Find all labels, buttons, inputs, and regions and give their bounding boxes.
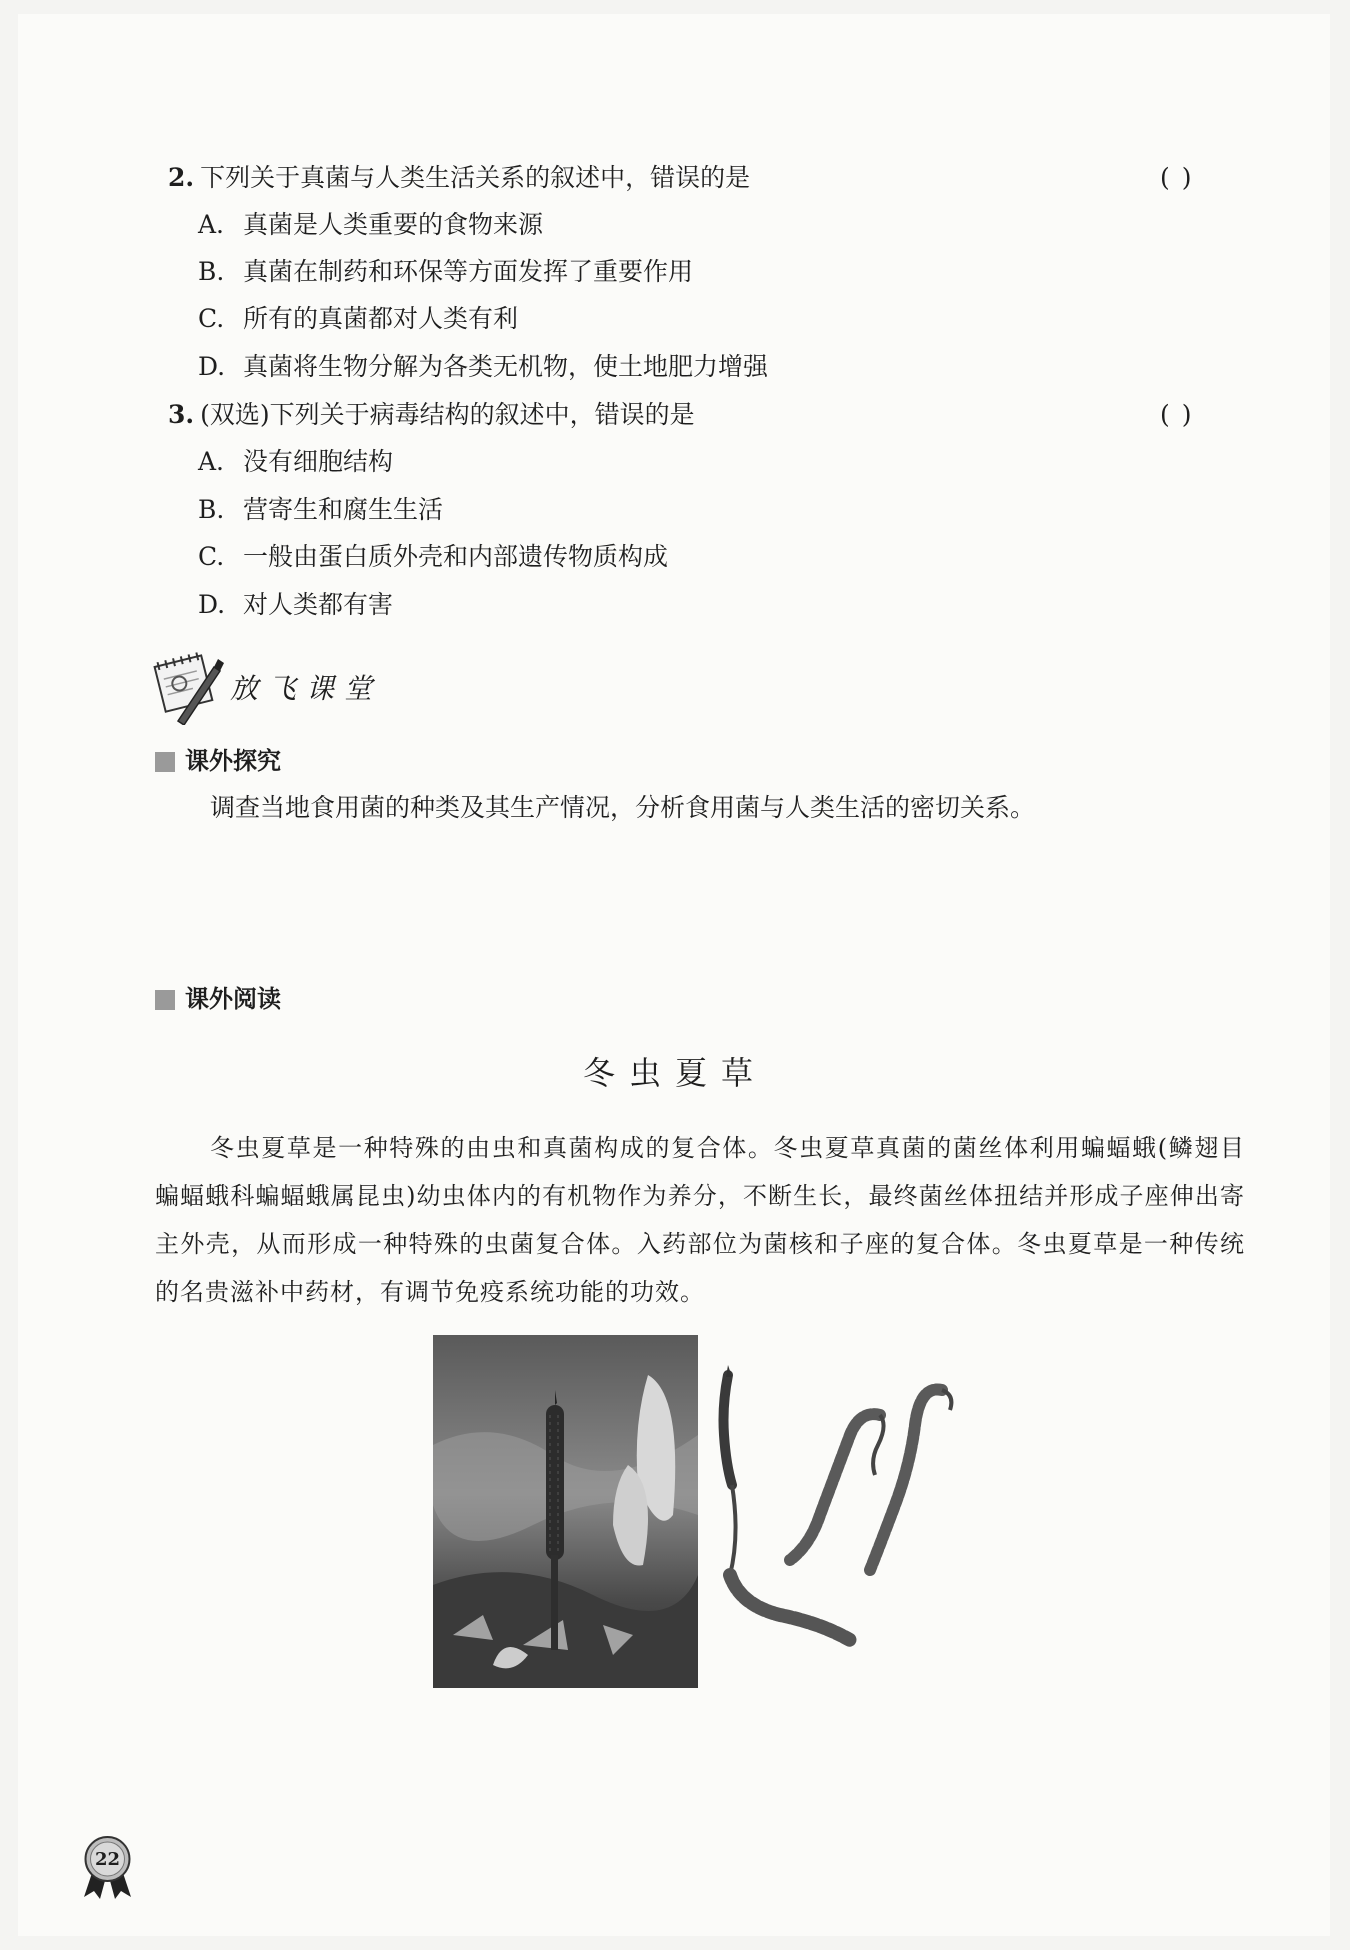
- option-letter: C.: [198, 304, 225, 333]
- option: [198, 492, 443, 528]
- question-text: (双选)下列关于病毒结构的叙述中，错误的是: [200, 400, 695, 429]
- page-number: 22: [94, 1849, 121, 1870]
- square-bullet-icon: [155, 990, 175, 1010]
- answer-blank[interactable]: ( ): [1160, 163, 1194, 192]
- option-text: 真菌在制药和环保等方面发挥了重要作用: [243, 257, 694, 286]
- option-letter: D.: [198, 352, 226, 381]
- section-banner: [150, 645, 383, 729]
- reading-heading-text: 课外阅读: [185, 985, 281, 1013]
- question-3: [168, 397, 695, 433]
- option: [198, 254, 693, 290]
- reading-heading: [155, 983, 281, 1015]
- option-text: 营寄生和腐生生活: [243, 495, 444, 524]
- option: [198, 301, 518, 337]
- option-letter: A.: [198, 210, 225, 239]
- question-number: 2.: [168, 163, 195, 192]
- option-text: 对人类都有害: [243, 590, 394, 619]
- notebook-pencil-icon: [150, 645, 230, 725]
- cordyceps-field-photo: [433, 1335, 698, 1688]
- option-letter: B.: [198, 257, 225, 286]
- question-2: [168, 160, 750, 196]
- answer-blank[interactable]: ( ): [1160, 400, 1194, 429]
- option-letter: C.: [198, 542, 225, 571]
- banner-title: 放飞课堂: [230, 672, 383, 705]
- square-bullet-icon: [155, 752, 175, 772]
- question-number: 3.: [168, 400, 195, 429]
- cordyceps-specimen-photo: [710, 1365, 980, 1665]
- option-letter: B.: [198, 495, 225, 524]
- question-text: 下列关于真菌与人类生活关系的叙述中，错误的是: [200, 163, 751, 192]
- option-text: 所有的真菌都对人类有利: [243, 304, 519, 333]
- option-text: 真菌将生物分解为各类无机物，使土地肥力增强: [243, 352, 769, 381]
- option-letter: D.: [198, 590, 226, 619]
- inquiry-text: 调查当地食用菌的种类及其生产情况，分析食用菌与人类生活的密切关系。: [210, 793, 1036, 822]
- option: [198, 207, 543, 243]
- option-letter: A.: [198, 447, 225, 476]
- option: [198, 539, 668, 575]
- option: [198, 587, 393, 623]
- option-text: 没有细胞结构: [243, 447, 394, 476]
- inquiry-heading: [155, 745, 281, 777]
- option: [198, 349, 768, 385]
- inquiry-heading-text: 课外探究: [185, 747, 281, 775]
- reading-paragraph: 冬虫夏草是一种特殊的由虫和真菌构成的复合体。冬虫夏草真菌的菌丝体利用蝙蝠蛾(鳞翅目蝙蝠蛾科蝙蝠蛾属昆虫)幼虫体内的有机物作为养分，不断生长，最终菌丝体扭结并形成子座伸出寄主外壳，从而形成一种特殊的虫菌复合体。入药部位为菌核和子座的复合体。冬虫夏草是一种传统的名贵滋补中药材，有调节免疫系统功能的功效。: [155, 1134, 1245, 1306]
- option: [198, 444, 393, 480]
- option-text: 真菌是人类重要的食物来源: [243, 210, 544, 239]
- reading-title: 冬虫夏草: [582, 1054, 767, 1092]
- option-text: 一般由蛋白质外壳和内部遗传物质构成: [243, 542, 669, 571]
